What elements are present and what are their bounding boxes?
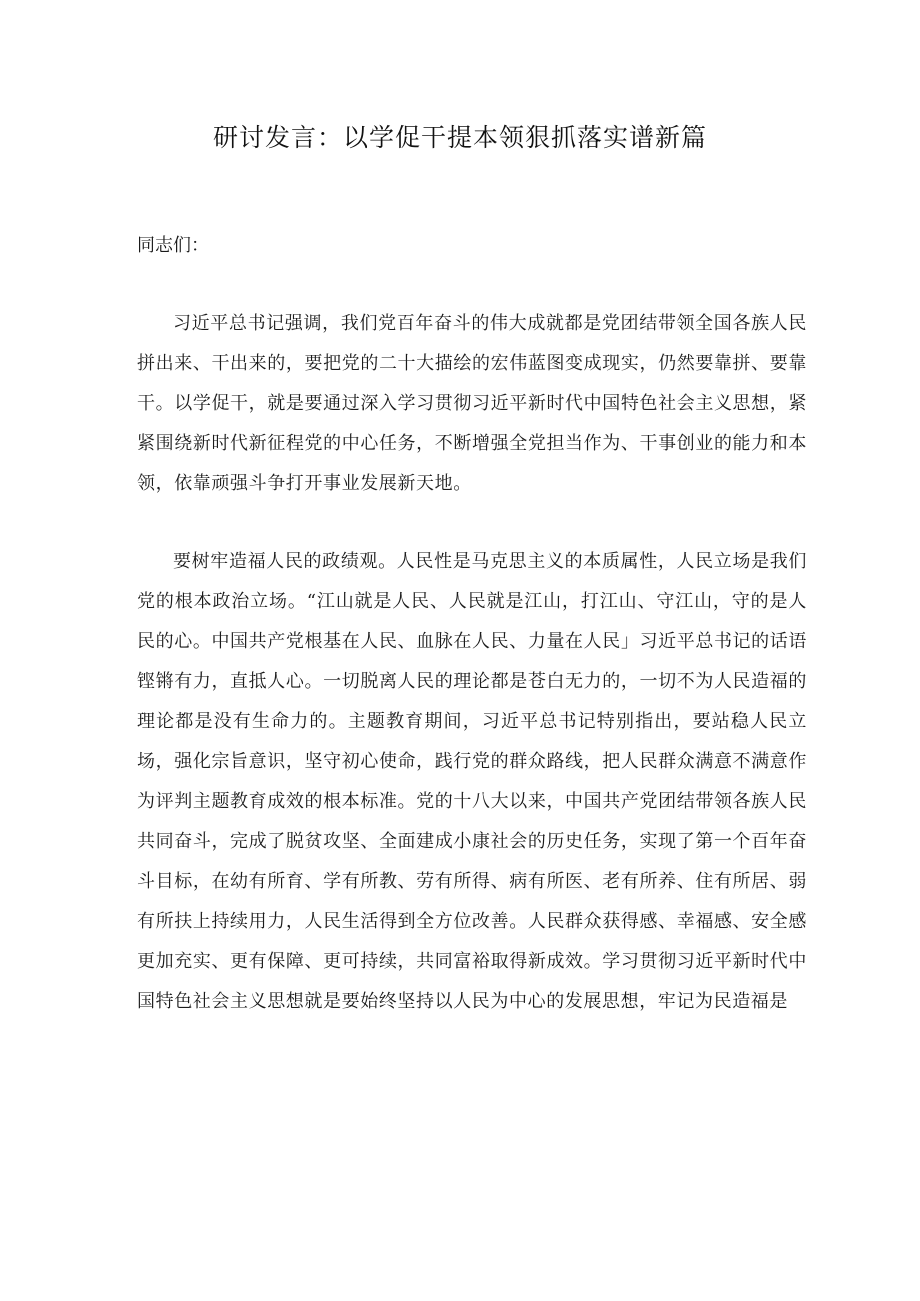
paragraph-1: 习近平总书记强调，我们党百年奋斗的伟大成就都是党团结带领全国各族人民拼出来、干出来的，要把党的二十大描绘的宏伟蓝图变成现实，仍然要靠拼、要靠干。以学促干，就是要通过深入学习贯彻习近平新时代中国特色社会主义思想，紧紧围绕新时代新征程党的中心任务，不断增强全党担当作为、干事创业的能力和本领，依靠顽强斗争打开事业发展新天地。	[137, 313, 807, 494]
document-body	[137, 226, 807, 1022]
paragraph-2: 要树牢造福人民的政绩观。人民性是马克思主义的本质属性，人民立场是我们党的根本政治立场。“江山就是人民、人民就是江山，打江山、守江山，守的是人民的心。中国共产党根基在人民、血脉在人民、力量在人民」习近平总书记的话语铿锵有力，直抵人心。一切脱离人民的理论都是苍白无力的，一切不为人民造福的理论都是没有生命力的。主题教育期间，习近平总书记特别指出，要站稳人民立场，强化宗旨意识，坚守初心使命，践行党的群众路线，把人民群众满意不满意作为评判主题教育成效的根本标准。党的十八大以来，中国共产党团结带领各族人民共同奋斗，完成了脱贫攻坚、全面建成小康社会的历史任务，实现了第一个百年奋斗目标，在幼有所育、学有所教、劳有所得、病有所医、老有所养、住有所居、弱有所扶上持续用力，人民生活得到全方位改善。人民群众获得感、幸福感、安全感更加充实、更有保障、更可持续，共同富裕取得新成效。学习贯彻习近平新时代中国特色社会主义思想就是要始终坚持以人民为中心的发展思想，牢记为民造福是	[137, 551, 807, 1012]
document-title: 研讨发言：以学促干提本领狠抓落实谱新篇	[212, 123, 707, 152]
salutation: 同志们：	[137, 235, 209, 256]
